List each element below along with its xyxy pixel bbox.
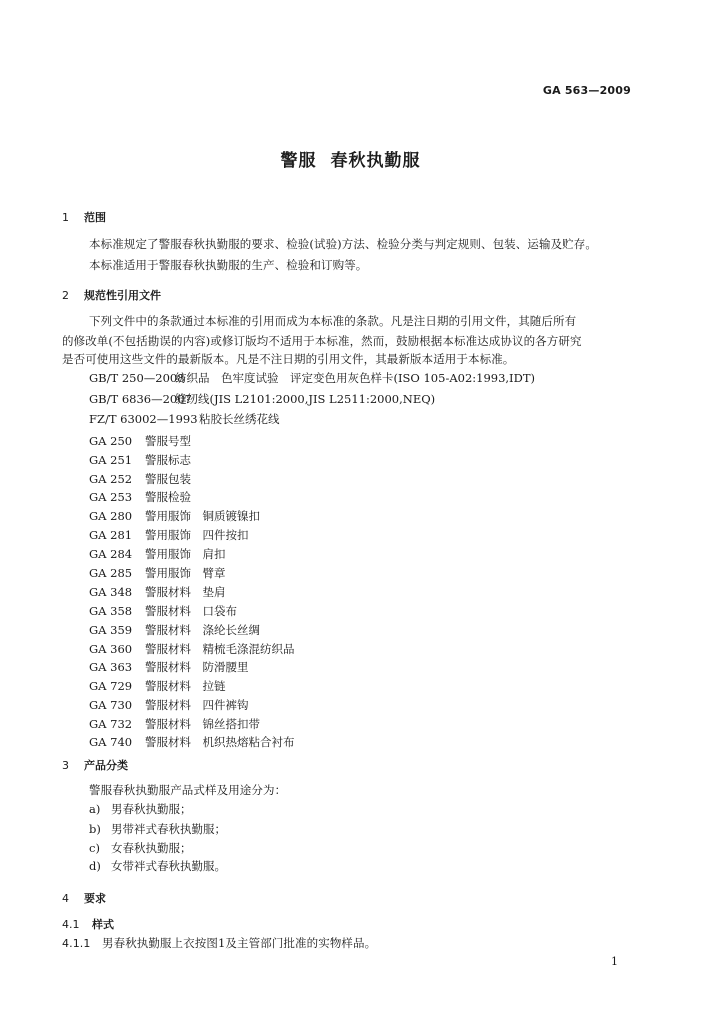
reference-code: GA 280 xyxy=(89,509,133,523)
reference-code: GA 281 xyxy=(89,528,133,542)
section-number: 3 xyxy=(62,759,69,772)
reference-item xyxy=(89,452,191,468)
reference-title: 警服号型 xyxy=(145,434,191,448)
reference-title: 警服检验 xyxy=(145,490,191,504)
reference-code: GA 730 xyxy=(89,698,133,712)
reference-title: 警服包装 xyxy=(145,472,191,486)
section-title: 产品分类 xyxy=(84,759,128,772)
reference-item xyxy=(89,734,295,750)
reference-title: 纺织品 色牢度试验 评定变色用灰色样卡(ISO 105-A02:1993,IDT) xyxy=(175,371,535,385)
section-1-heading xyxy=(62,209,106,225)
reference-title: 警服材料 防滑腰里 xyxy=(145,660,249,674)
reference-code: GA 285 xyxy=(89,566,133,580)
list-item xyxy=(89,821,226,837)
clause-text: 男春秋执勤服上衣按图1及主管部门批准的实物样品。 xyxy=(102,936,377,950)
list-marker: c) xyxy=(89,841,100,855)
reference-title: 警服材料 精梳毛涤混纺织品 xyxy=(145,642,295,656)
section-number: 2 xyxy=(62,289,69,302)
reference-item xyxy=(89,678,226,694)
subsection-number: 4.1 xyxy=(62,918,80,931)
reference-item xyxy=(89,508,260,524)
section-title: 要求 xyxy=(84,892,106,905)
document-title xyxy=(0,146,701,171)
reference-item xyxy=(89,546,226,562)
reference-code: GA 359 xyxy=(89,623,133,637)
reference-item xyxy=(89,641,295,657)
classification-intro: 警服春秋执勤服产品式样及用途分为： xyxy=(89,783,287,797)
list-text: 男带袢式春秋执勤服； xyxy=(111,822,226,836)
title-part-1: 警服 xyxy=(280,151,317,171)
clause-number: 4.1.1 xyxy=(62,937,91,950)
standard-code: GA 563—2009 xyxy=(542,84,631,97)
list-text: 男春秋执勤服； xyxy=(111,802,192,816)
list-text: 女带袢式春秋执勤服。 xyxy=(111,859,226,873)
reference-title: 粘胶长丝绣花线 xyxy=(199,412,280,426)
reference-title: 警用服饰 肩扣 xyxy=(145,547,226,561)
reference-code: GA 252 xyxy=(89,472,133,486)
normative-intro-line-2: 的修改单(不包括勘误的内容)或修订版均不适用于本标准，然而，鼓励根据本标准达成协议的各方研究 xyxy=(62,334,582,348)
reference-code: GA 284 xyxy=(89,547,133,561)
reference-title: 警服材料 涤纶长丝绸 xyxy=(145,623,260,637)
reference-code: FZ/T 63002—1993 xyxy=(89,412,198,426)
reference-item xyxy=(89,716,260,732)
subsection-4-1-heading xyxy=(62,916,114,932)
reference-code: GA 253 xyxy=(89,490,133,504)
reference-item xyxy=(89,584,226,600)
reference-title: 警服材料 四件裤钩 xyxy=(145,698,249,712)
reference-item xyxy=(89,659,249,675)
page-number: 1 xyxy=(611,955,618,968)
reference-title: 警服材料 锦丝搭扣带 xyxy=(145,717,260,731)
reference-title: 警用服饰 四件按扣 xyxy=(145,528,249,542)
reference-item xyxy=(89,527,249,543)
reference-item xyxy=(89,603,237,619)
normative-intro-line-1: 下列文件中的条款通过本标准的引用而成为本标准的条款。凡是注日期的引用文件，其随后所有 xyxy=(89,314,577,328)
section-2-heading xyxy=(62,287,161,303)
list-item xyxy=(89,801,192,817)
reference-title: 缝纫线(JIS L2101:2000,JIS L2511:2000,NEQ) xyxy=(175,392,436,406)
section-title: 范围 xyxy=(84,211,106,224)
reference-code: GA 358 xyxy=(89,604,133,618)
reference-title: 警用服饰 铜质镀镍扣 xyxy=(145,509,260,523)
list-item xyxy=(89,858,226,874)
reference-item xyxy=(89,391,435,407)
reference-code: GB/T 250—2008 xyxy=(89,371,185,385)
reference-code: GA 729 xyxy=(89,679,133,693)
clause-4-1-1 xyxy=(62,935,376,951)
list-item xyxy=(89,840,192,856)
section-title: 规范性引用文件 xyxy=(84,289,161,302)
scope-paragraph-1: 本标准规定了警服春秋执勤服的要求、检验(试验)方法、检验分类与判定规则、包装、运输及贮存。 xyxy=(89,237,597,251)
reference-item xyxy=(89,370,535,386)
list-marker: a) xyxy=(89,802,101,816)
reference-code: GA 348 xyxy=(89,585,133,599)
reference-code: GA 732 xyxy=(89,717,133,731)
section-number: 4 xyxy=(62,892,69,905)
reference-item xyxy=(89,471,191,487)
reference-title: 警服标志 xyxy=(145,453,191,467)
list-text: 女春秋执勤服； xyxy=(111,841,192,855)
reference-item xyxy=(89,622,260,638)
normative-intro-line-3: 是否可使用这些文件的最新版本。凡是不注日期的引用文件，其最新版本适用于本标准。 xyxy=(62,352,515,366)
reference-code: GA 251 xyxy=(89,453,133,467)
list-marker: d) xyxy=(89,859,101,873)
scope-paragraph-2: 本标准适用于警服春秋执勤服的生产、检验和订购等。 xyxy=(89,258,368,272)
section-number: 1 xyxy=(62,211,69,224)
reference-title: 警服材料 口袋布 xyxy=(145,604,237,618)
reference-code: GB/T 6836—2007 xyxy=(89,392,192,406)
reference-item xyxy=(89,565,226,581)
reference-title: 警服材料 拉链 xyxy=(145,679,226,693)
list-marker: b) xyxy=(89,822,101,836)
subsection-title: 样式 xyxy=(92,918,114,931)
reference-item xyxy=(89,411,280,427)
reference-code: GA 740 xyxy=(89,735,133,749)
reference-code: GA 360 xyxy=(89,642,133,656)
reference-item xyxy=(89,489,191,505)
reference-item xyxy=(89,697,249,713)
reference-code: GA 363 xyxy=(89,660,133,674)
reference-code: GA 250 xyxy=(89,434,133,448)
title-part-2: 春秋执勤服 xyxy=(330,151,421,171)
section-3-heading xyxy=(62,757,128,773)
reference-title: 警服材料 垫肩 xyxy=(145,585,226,599)
section-4-heading xyxy=(62,890,106,906)
reference-title: 警用服饰 臂章 xyxy=(145,566,226,580)
reference-item xyxy=(89,433,191,449)
reference-title: 警服材料 机织热熔粘合衬布 xyxy=(145,735,295,749)
